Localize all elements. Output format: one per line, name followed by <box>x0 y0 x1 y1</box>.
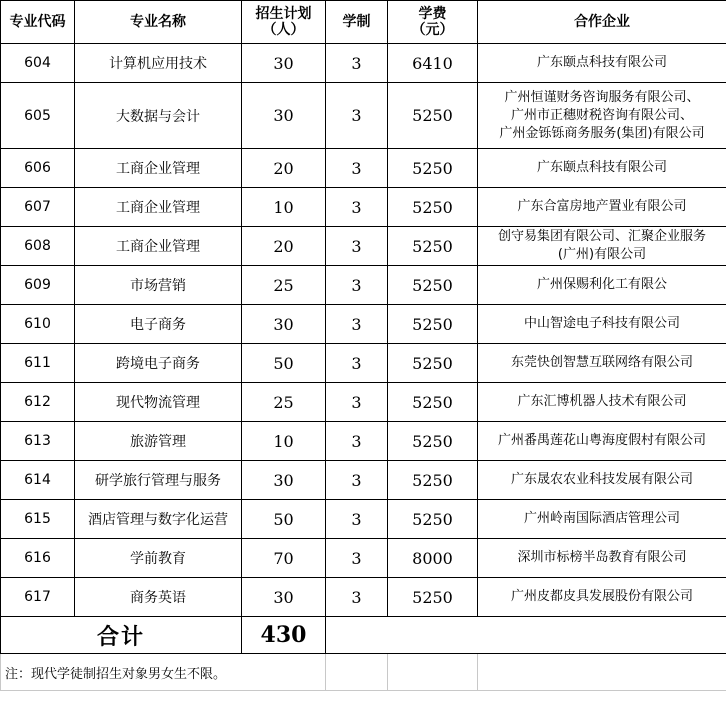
tuition-fee-cell: 5250 <box>388 83 478 149</box>
study-years-cell: 3 <box>326 149 388 188</box>
study-years-cell: 3 <box>326 500 388 539</box>
partner-company-line: 广州市正穗财税咨询有限公司、 <box>510 107 693 123</box>
tuition-fee-cell: 5250 <box>388 383 478 422</box>
tuition-fee-cell: 8000 <box>388 539 478 578</box>
major-name-cell: 学前教育 <box>75 539 242 578</box>
study-years-cell: 3 <box>326 539 388 578</box>
partner-company-cell <box>478 227 726 266</box>
table-row <box>1 227 726 266</box>
study-years-cell: 3 <box>326 578 388 617</box>
enrollment-plan-cell: 25 <box>242 383 326 422</box>
major-name-cell: 市场营销 <box>75 266 242 305</box>
major-code-cell: 606 <box>1 149 75 188</box>
study-years-cell: 3 <box>326 344 388 383</box>
tuition-fee-cell: 5250 <box>388 578 478 617</box>
table-row <box>1 305 726 344</box>
enrollment-plan-cell: 10 <box>242 188 326 227</box>
partner-company-line: 广州保赐利化工有限公 <box>536 277 667 292</box>
table-row <box>1 461 726 500</box>
enrollment-plan-cell: 70 <box>242 539 326 578</box>
partner-company-cell <box>478 461 726 500</box>
partner-company-line: 广东颐点科技有限公司 <box>536 55 667 70</box>
partner-company-line: 广东晟农农业科技发展有限公司 <box>510 472 693 487</box>
enrollment-plan-cell: 30 <box>242 83 326 149</box>
header-plan-line1: 招生计划 <box>255 6 312 22</box>
table-row <box>1 500 726 539</box>
major-name-cell: 旅游管理 <box>75 422 242 461</box>
table-row <box>1 578 726 617</box>
header-code: 专业代码 <box>1 1 75 44</box>
enrollment-plan-cell: 10 <box>242 422 326 461</box>
header-name: 专业名称 <box>75 1 242 44</box>
study-years-cell: 3 <box>326 422 388 461</box>
partner-company-line: 创守易集团有限公司、汇聚企业服务 <box>497 229 706 244</box>
partner-company-line: (广州)有限公司 <box>557 247 647 262</box>
table-row <box>1 344 726 383</box>
major-name-cell: 酒店管理与数字化运营 <box>75 500 242 539</box>
tuition-fee-cell: 5250 <box>388 266 478 305</box>
major-name-cell: 大数据与会计 <box>75 83 242 149</box>
table-row <box>1 149 726 188</box>
major-code-cell: 605 <box>1 83 75 149</box>
note-row <box>1 654 726 691</box>
major-code-cell: 609 <box>1 266 75 305</box>
major-name-cell: 商务英语 <box>75 578 242 617</box>
header-plan-line2: （人） <box>262 22 305 38</box>
tuition-fee-cell: 5250 <box>388 149 478 188</box>
enrollment-plan-cell: 30 <box>242 305 326 344</box>
table-row <box>1 188 726 227</box>
tuition-fee-cell: 5250 <box>388 500 478 539</box>
note-text: 注：现代学徒制招生对象男女生不限。 <box>1 654 326 691</box>
tuition-fee-cell: 5250 <box>388 461 478 500</box>
header-plan <box>242 1 326 44</box>
major-code-cell: 614 <box>1 461 75 500</box>
major-code-cell: 617 <box>1 578 75 617</box>
table-row <box>1 422 726 461</box>
partner-company-line: 深圳市标榜半岛教育有限公司 <box>517 550 687 565</box>
enrollment-plan-cell: 50 <box>242 500 326 539</box>
header-fee <box>388 1 478 44</box>
enrollment-plan-cell: 50 <box>242 344 326 383</box>
tuition-fee-cell: 5250 <box>388 422 478 461</box>
study-years-cell: 3 <box>326 383 388 422</box>
total-label: 合计 <box>1 617 242 654</box>
major-code-cell: 613 <box>1 422 75 461</box>
partner-company-cell <box>478 500 726 539</box>
partner-company-line: 广州番禺莲花山粤海度假村有限公司 <box>497 433 706 448</box>
partner-company-line: 中山智途电子科技有限公司 <box>523 316 680 331</box>
major-name-cell: 电子商务 <box>75 305 242 344</box>
partner-company-cell <box>478 305 726 344</box>
partner-company-cell <box>478 539 726 578</box>
partner-company-cell <box>478 344 726 383</box>
major-name-cell: 研学旅行管理与服务 <box>75 461 242 500</box>
partner-company-cell <box>478 266 726 305</box>
header-fee-line2: （元） <box>411 22 454 38</box>
partner-company-cell <box>478 422 726 461</box>
major-code-cell: 616 <box>1 539 75 578</box>
total-empty-cell <box>326 617 726 654</box>
partner-company-cell <box>478 383 726 422</box>
tuition-fee-cell: 6410 <box>388 44 478 83</box>
enrollment-plan-cell: 30 <box>242 44 326 83</box>
major-name-cell: 现代物流管理 <box>75 383 242 422</box>
major-code-cell: 610 <box>1 305 75 344</box>
total-value: 430 <box>242 617 326 654</box>
major-name-cell: 工商企业管理 <box>75 227 242 266</box>
enrollment-plan-cell: 20 <box>242 227 326 266</box>
major-code-cell: 615 <box>1 500 75 539</box>
enrollment-plan-cell: 20 <box>242 149 326 188</box>
enrollment-plan-cell: 30 <box>242 461 326 500</box>
study-years-cell: 3 <box>326 266 388 305</box>
major-name-cell: 计算机应用技术 <box>75 44 242 83</box>
partner-company-cell <box>478 188 726 227</box>
tuition-fee-cell: 5250 <box>388 227 478 266</box>
study-years-cell: 3 <box>326 188 388 227</box>
tuition-fee-cell: 5250 <box>388 305 478 344</box>
partner-company-line: 广州恒谨财务咨询服务有限公司、 <box>504 89 700 105</box>
partner-company-cell <box>478 83 726 149</box>
major-code-cell: 611 <box>1 344 75 383</box>
note-empty-cell-3 <box>478 654 726 691</box>
tuition-fee-cell: 5250 <box>388 188 478 227</box>
table-row <box>1 83 726 149</box>
table-row <box>1 266 726 305</box>
partner-company-line: 广州岭南国际酒店管理公司 <box>523 511 680 526</box>
tuition-fee-cell: 5250 <box>388 344 478 383</box>
header-partner: 合作企业 <box>478 1 726 44</box>
enrollment-plan-cell: 30 <box>242 578 326 617</box>
study-years-cell: 3 <box>326 83 388 149</box>
header-row <box>1 1 726 44</box>
table-row <box>1 383 726 422</box>
table-row <box>1 539 726 578</box>
major-code-cell: 607 <box>1 188 75 227</box>
note-empty-cell-1 <box>326 654 388 691</box>
study-years-cell: 3 <box>326 305 388 344</box>
header-years: 学制 <box>326 1 388 44</box>
partner-company-line: 东莞快创智慧互联网络有限公司 <box>510 355 693 370</box>
partner-company-cell <box>478 44 726 83</box>
table-row <box>1 44 726 83</box>
partner-company-line: 广东合富房地产置业有限公司 <box>517 199 687 214</box>
major-code-cell: 604 <box>1 44 75 83</box>
major-code-cell: 612 <box>1 383 75 422</box>
partner-company-line: 广东汇博机器人技术有限公司 <box>517 394 687 409</box>
partner-company-line: 广州皮都皮具发展股份有限公司 <box>510 589 693 604</box>
table-body <box>1 44 726 617</box>
major-code-cell: 608 <box>1 227 75 266</box>
partner-company-line: 广州金铄铄商务服务(集团)有限公司 <box>499 125 705 141</box>
total-row <box>1 617 726 654</box>
study-years-cell: 3 <box>326 227 388 266</box>
enrollment-plan-cell: 25 <box>242 266 326 305</box>
major-name-cell: 跨境电子商务 <box>75 344 242 383</box>
partner-company-cell <box>478 149 726 188</box>
partner-company-cell <box>478 578 726 617</box>
major-name-cell: 工商企业管理 <box>75 188 242 227</box>
partner-company-line: 广东颐点科技有限公司 <box>536 160 667 175</box>
study-years-cell: 3 <box>326 461 388 500</box>
major-name-cell: 工商企业管理 <box>75 149 242 188</box>
note-empty-cell-2 <box>388 654 478 691</box>
header-fee-line1: 学费 <box>418 6 447 22</box>
study-years-cell: 3 <box>326 44 388 83</box>
